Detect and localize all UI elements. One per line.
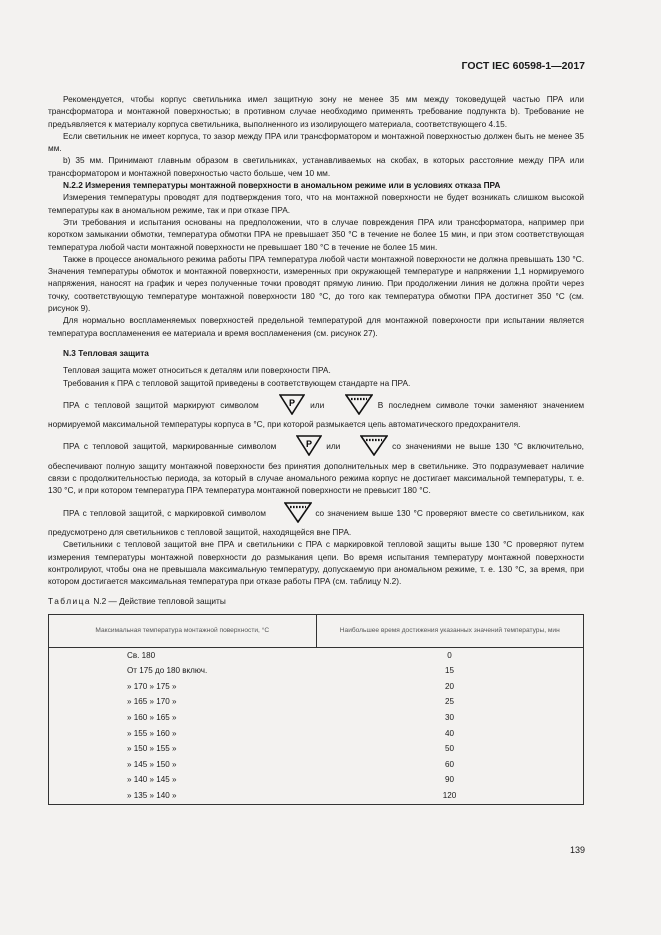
- paragraph: Требования к ПРА с тепловой защитой приведены в соответствующем стандарте на ПРА.: [63, 377, 411, 388]
- paragraph: b) 35 мм. Принимают главным образом в светильниках, устанавливаемых на скобах, в которых расстояние между ПРА или трансформатором и монтажной поверхностью часто больше, чем 10 мм.: [48, 155, 584, 178]
- paragraph: Светильники с тепловой защитой вне ПРА и светильники с ПРА с маркировкой тепловой защиты выше 130 °С проверяют путем измерения температуры монтажной поверхности до размыкания цепи. Во время испытания температуру монтажной поверхности контролируют, чтобы она не превышала максимальную температуру, допускаемую при аномальном режиме, т. е. 130 °С, за время, при котором достигается максимальная температура при отказе работы ПРА (см. таблицу N.2).: [48, 539, 584, 587]
- cell-time: 90: [444, 775, 454, 785]
- paragraph-symbols-3: ПРА с тепловой защитой, с маркировкой символом со значением выше 130 °С проверяют вместе со светильником, как предусмотрено для светильников с тепловой защитой, находящейся вне ПРА.: [48, 501, 584, 539]
- thermal-protection-dots-icon: [345, 434, 388, 459]
- cell-time: 20: [444, 681, 454, 691]
- svg-text:P: P: [305, 439, 312, 450]
- table-row: [49, 710, 583, 726]
- column-header-time: Наибольшее время достижения указанных значений температуры, мин: [316, 614, 584, 647]
- table-row: [49, 726, 583, 742]
- section-heading-n3: N.3 Тепловая защита: [63, 347, 149, 358]
- cell-temperature: » 170 » 175 »: [127, 681, 177, 691]
- svg-text:P: P: [288, 397, 295, 408]
- paragraph: Для нормально воспламеняемых поверхностей предельной температурой для монтажной поверхности при испытании является температура воспламенения ее материала и время воспламенения (см. рисунок 27).: [48, 315, 584, 338]
- cell-temperature: » 145 » 150 »: [127, 759, 177, 769]
- paragraph-symbols-1: ПРА с тепловой защитой маркируют символом P или В последнем символе точки заменяют значением нормируемой максимальной температуры корпуса в °С, при которой размыкается цепь автоматического предохранителя.: [48, 393, 584, 431]
- cell-time: 0: [447, 650, 452, 660]
- column-header-temperature: Максимальная температура монтажной поверхности, °С: [49, 614, 317, 647]
- cell-temperature: От 175 до 180 включ.: [127, 666, 208, 676]
- table-row: [49, 757, 583, 773]
- table-row: [49, 663, 583, 679]
- cell-time: 25: [444, 697, 454, 707]
- document-header: ГОСТ IEC 60598-1—2017: [461, 60, 585, 72]
- table-row: [49, 772, 583, 788]
- table-row: [49, 648, 583, 664]
- cell-temperature: » 160 » 165 »: [127, 713, 177, 723]
- cell-time: 50: [444, 744, 454, 754]
- paragraph: Измерения температуры проводят для подтверждения того, что на монтажной поверхности не будет возникать слишком высокой температуры как в аномальном режиме, так и при отказе ПРА.: [48, 192, 584, 215]
- cell-temperature: Св. 180: [127, 650, 156, 660]
- thermal-protection-p-icon: [281, 434, 322, 459]
- table-row: [49, 679, 583, 695]
- table-body: [49, 648, 583, 804]
- cell-temperature: » 150 » 155 »: [127, 744, 177, 754]
- thermal-protection-dots-icon: [269, 501, 312, 526]
- cell-time: 60: [444, 759, 454, 769]
- cell-time: 120: [442, 791, 457, 801]
- table-caption: Таблица N.2 — Действие тепловой защиты: [48, 596, 226, 607]
- thermal-protection-table: [48, 614, 584, 648]
- cell-temperature: » 165 » 170 »: [127, 697, 177, 707]
- thermal-protection-dots-icon: [330, 393, 373, 418]
- cell-time: 40: [444, 728, 454, 738]
- cell-temperature: » 135 » 140 »: [127, 791, 177, 801]
- cell-time: 30: [444, 713, 454, 723]
- cell-temperature: » 155 » 160 »: [127, 728, 177, 738]
- page-number: 139: [569, 845, 585, 855]
- paragraph: Тепловая защита может относиться к деталям или поверхности ПРА.: [63, 365, 331, 376]
- table-body-frame: [48, 648, 584, 805]
- table-row: [49, 694, 583, 710]
- table-row: [49, 788, 583, 804]
- paragraph: Если светильник не имеет корпуса, то зазор между ПРА или трансформатором и монтажной поверхностью должен быть не менее 35 мм.: [48, 130, 584, 154]
- cell-time: 15: [444, 666, 454, 676]
- paragraph: Также в процессе аномального режима работы ПРА температура любой части монтажной поверхности не должна превышать 130 °С. Значения температуры обмоток и монтажной поверхности, измеренных при окружающей температуре и напряжении 1,1 нормируемого напряжения, наносят на график и через полученные точки проводят прямую линию. При продолжении линия не должна пройти через точку, соответствующую температуре монтажной поверхности 180 °С, до того как температура обмотки ПРА достигнет 350 °С (см. рисунок 9).: [48, 253, 584, 314]
- thermal-protection-p-icon: [264, 393, 305, 418]
- document-body: [48, 93, 584, 805]
- cell-temperature: » 140 » 145 »: [127, 775, 177, 785]
- paragraph-symbols-2: ПРА с тепловой защитой, маркированные символом P или со значениями не выше 130 °С включительно, обеспечивают полную защиту монтажной поверхности без принятия дополнительных мер в светильнике. Это подразумевает наличие связи с продолжительностью периода, за который в случае аномального режима корпус не достигает максимальной температуры, т. е. 130 °С, и при котором температура ПРА температура монтажной поверхности не превысит 180 °С.: [48, 434, 584, 496]
- paragraph: Рекомендуется, чтобы корпус светильника имел защитную зону не менее 35 мм между токоведущей частью ПРА или трансформатора и монтажной поверхностью; в противном случае необходимо применять требование подпункта b). Требование не предъявляется к материалу корпуса светильника, выполненного из изолирующего материала, соответствующего 4.15.: [48, 94, 584, 129]
- section-heading-n22: N.2.2 Измерения температуры монтажной поверхности в аномальном режиме или в условиях отказа ПРА: [63, 180, 501, 191]
- table-row: [49, 741, 583, 757]
- paragraph: Эти требования и испытания основаны на предположении, что в случае повреждения ПРА или трансформатора, например при коротком замыкании обмотки, температура обмотки ПРА не превышает 350 °С в течение не более 15 мин, и при этом соответствующая температура любой части монтажной поверхности не превышает 180 °С в течение не более 15 мин.: [48, 216, 584, 252]
